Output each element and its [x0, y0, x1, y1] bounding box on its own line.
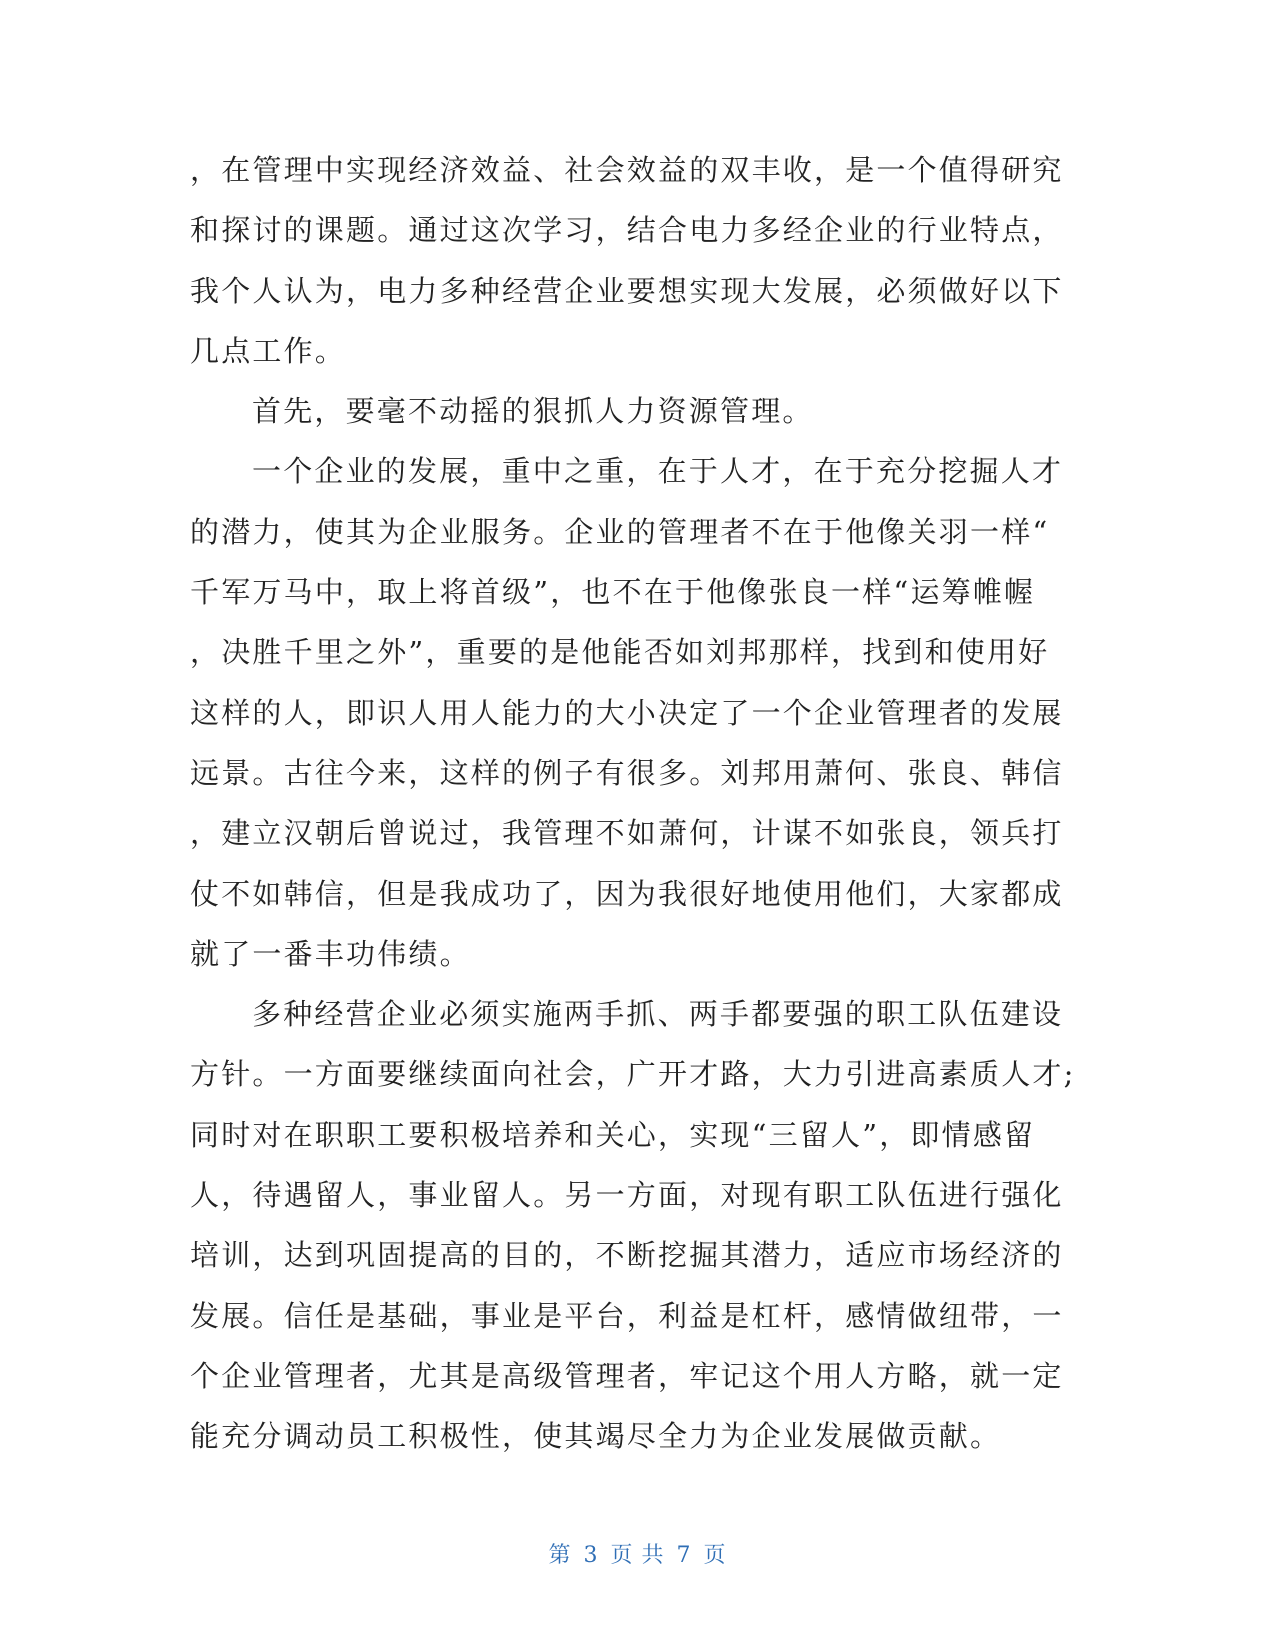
text-line: 几点工作。 — [190, 333, 347, 368]
text-line: ，建立汉朝后曾说过，我管理不如萧何，计谋不如张良，领兵打 — [190, 816, 1064, 851]
document-body — [190, 140, 1076, 1467]
footer-middle: 页 共 — [610, 1543, 665, 1568]
text-line: ，决胜千里之外”，重要的是他能否如刘邦那样，找到和使用好 — [190, 635, 1050, 670]
text-line: 首先，要毫不动摇的狠抓人力资源管理。 — [252, 394, 814, 429]
text-line: 人，待遇留人，事业留人。另一方面，对现有职工队伍进行强化 — [190, 1178, 1064, 1213]
footer-total-pages: 7 — [676, 1543, 692, 1568]
footer-current-page: 3 — [583, 1543, 599, 1568]
text-line: 这样的人，即识人用人能力的大小决定了一个企业管理者的发展 — [190, 695, 1064, 730]
text-line: 仗不如韩信，但是我成功了，因为我很好地使用他们，大家都成 — [190, 876, 1064, 911]
text-line: 和探讨的课题。通过这次学习，结合电力多经企业的行业特点， — [190, 213, 1064, 248]
page-footer — [0, 1538, 1275, 1569]
text-line: ，在管理中实现经济效益、社会效益的双丰收，是一个值得研究 — [190, 153, 1064, 187]
text-line: 能充分调动员工积极性，使其竭尽全力为企业发展做贡献。 — [190, 1419, 1002, 1454]
text-line: 发展。信任是基础，事业是平台，利益是杠杆，感情做纽带，一 — [190, 1298, 1064, 1333]
text-line: 就了一番丰功伟绩。 — [190, 936, 471, 971]
footer-prefix: 第 — [548, 1543, 572, 1568]
text-line: 同时对在职职工要积极培养和关心，实现“三留人”，即情感留 — [190, 1117, 1036, 1152]
text-line: 多种经营企业必须实施两手抓、两手都要强的职工队伍建设 — [252, 997, 1064, 1032]
text-line: 我个人认为，电力多种经营企业要想实现大发展，必须做好以下 — [190, 273, 1064, 308]
text-line: 远景。古往今来，这样的例子有很多。刘邦用萧何、张良、韩信 — [190, 755, 1064, 790]
text-line: 方针。一方面要继续面向社会，广开才路，大力引进高素质人才; — [190, 1057, 1076, 1092]
text-line: 个企业管理者，尤其是高级管理者，牢记这个用人方略，就一定 — [190, 1358, 1064, 1393]
text-line: 一个企业的发展，重中之重，在于人才，在于充分挖掘人才 — [252, 454, 1064, 489]
text-line: 的潜力，使其为企业服务。企业的管理者不在于他像关羽一样“ — [190, 514, 1050, 549]
text-line: 培训，达到巩固提高的目的，不断挖掘其潜力，适应市场经济的 — [190, 1238, 1064, 1273]
footer-suffix: 页 — [703, 1543, 727, 1568]
text-line: 千军万马中，取上将首级”，也不在于他像张良一样“运筹帷幄 — [190, 575, 1036, 610]
